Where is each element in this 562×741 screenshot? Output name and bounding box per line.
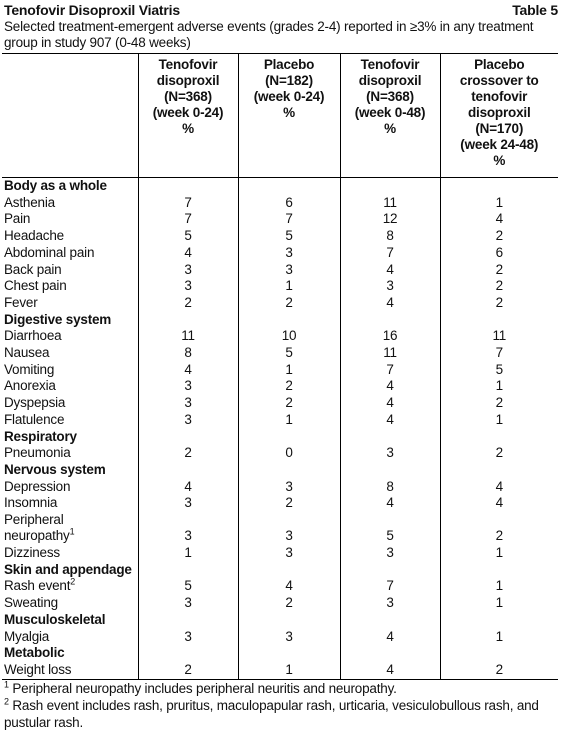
- value-cell: 4: [340, 629, 440, 646]
- value-cell: [440, 462, 558, 479]
- row-label-text: Pain: [4, 211, 31, 227]
- value-cell: 1: [440, 629, 558, 646]
- value-cell: [440, 645, 558, 662]
- value-cell: 3: [138, 629, 238, 646]
- value-cell: 2: [238, 378, 340, 395]
- value-cell: [340, 178, 440, 195]
- column-header-line: disoproxil: [358, 73, 422, 88]
- value-cell: [138, 429, 238, 446]
- value-cell: 11: [340, 345, 440, 362]
- value-cell: 10: [238, 328, 340, 345]
- table-number: Table 5: [512, 2, 558, 18]
- value-cell: 1: [440, 195, 558, 212]
- table-body: [2, 178, 558, 680]
- value-cell: 3: [138, 378, 238, 395]
- value-cell: 8: [340, 479, 440, 496]
- table-row: [2, 328, 558, 345]
- value-cell: 4: [238, 578, 340, 595]
- value-cell: 2: [238, 395, 340, 412]
- table-row: [2, 662, 558, 679]
- value-cell: [238, 562, 340, 579]
- table-row: [2, 495, 558, 512]
- column-header-line: (N=368): [164, 89, 212, 104]
- row-label: [2, 362, 138, 379]
- table-row: [2, 362, 558, 379]
- value-cell: 4: [340, 295, 440, 312]
- row-label: [2, 662, 138, 679]
- value-cell: [440, 562, 558, 579]
- row-label-text: Respiratory: [4, 428, 77, 444]
- value-cell: [238, 429, 340, 446]
- column-header-line: %: [384, 121, 396, 136]
- table-row: [2, 578, 558, 595]
- value-cell: 7: [138, 211, 238, 228]
- value-cell: 1: [440, 545, 558, 562]
- table-row: [2, 595, 558, 612]
- row-label-text: Anorexia: [4, 378, 56, 394]
- value-cell: 4: [340, 378, 440, 395]
- row-label-text: Back pain: [4, 261, 62, 277]
- value-cell: 3: [138, 595, 238, 612]
- table-row: [2, 545, 558, 562]
- row-label-text: Pneumonia: [4, 445, 71, 461]
- value-cell: 11: [440, 328, 558, 345]
- column-header-line: %: [182, 121, 194, 136]
- category-row: [2, 312, 558, 329]
- row-label: [2, 328, 138, 345]
- value-cell: 3: [238, 545, 340, 562]
- row-label: [2, 512, 138, 545]
- row-label: [2, 578, 138, 595]
- value-cell: [440, 312, 558, 329]
- table-row: [2, 445, 558, 462]
- value-cell: 7: [440, 345, 558, 362]
- row-label-text: Weight loss: [4, 661, 72, 677]
- value-cell: [138, 562, 238, 579]
- category-label: [2, 312, 138, 329]
- row-label: [2, 262, 138, 279]
- value-cell: 4: [340, 412, 440, 429]
- value-cell: 2: [440, 512, 558, 545]
- row-label-text: Nervous system: [4, 461, 106, 477]
- value-cell: 2: [440, 262, 558, 279]
- category-label: [2, 612, 138, 629]
- value-cell: 3: [238, 479, 340, 496]
- row-label: [2, 412, 138, 429]
- row-label-text: Myalgia: [4, 628, 50, 644]
- row-label-text: Body as a whole: [4, 178, 107, 193]
- value-cell: 4: [138, 479, 238, 496]
- value-cell: [138, 178, 238, 195]
- table-row: [2, 412, 558, 429]
- row-label-text: Insomnia: [4, 495, 58, 511]
- row-label: [2, 195, 138, 212]
- value-cell: 4: [340, 262, 440, 279]
- row-label: [2, 245, 138, 262]
- value-cell: 2: [238, 295, 340, 312]
- header-cell-empty: [2, 54, 138, 178]
- row-label-text: Vomiting: [4, 361, 55, 377]
- value-cell: 3: [340, 595, 440, 612]
- column-header-line: (N=368): [366, 89, 414, 104]
- value-cell: 2: [138, 445, 238, 462]
- value-cell: [138, 612, 238, 629]
- row-label-text: Dizziness: [4, 545, 60, 561]
- column-header-line: (N=170): [475, 121, 524, 136]
- row-label: [2, 395, 138, 412]
- value-cell: 3: [238, 262, 340, 279]
- value-cell: 2: [440, 662, 558, 679]
- category-row: [2, 429, 558, 446]
- column-header: [238, 54, 340, 178]
- value-cell: 3: [340, 445, 440, 462]
- footnote-marker: 2: [70, 576, 76, 587]
- table-row: [2, 629, 558, 646]
- table-row: [2, 395, 558, 412]
- column-header: [340, 54, 440, 178]
- footnotes: [4, 681, 558, 732]
- row-label: [2, 211, 138, 228]
- value-cell: 4: [340, 662, 440, 679]
- row-label: [2, 378, 138, 395]
- value-cell: [238, 612, 340, 629]
- value-cell: [238, 645, 340, 662]
- row-label-text: Flatulence: [4, 411, 65, 427]
- value-cell: [138, 312, 238, 329]
- value-cell: 3: [238, 245, 340, 262]
- footnote: [4, 698, 558, 731]
- value-cell: [440, 429, 558, 446]
- value-cell: 11: [340, 195, 440, 212]
- table-row: [2, 295, 558, 312]
- table-row: [2, 378, 558, 395]
- column-header-line: Placebo: [263, 57, 315, 72]
- value-cell: [340, 562, 440, 579]
- row-label-text: Chest pain: [4, 278, 67, 294]
- value-cell: [238, 312, 340, 329]
- column-header-line: (week 0-24): [253, 89, 325, 104]
- value-cell: 3: [138, 395, 238, 412]
- value-cell: 2: [440, 395, 558, 412]
- value-cell: 4: [440, 479, 558, 496]
- value-cell: 0: [238, 445, 340, 462]
- value-cell: [340, 429, 440, 446]
- value-cell: 4: [440, 495, 558, 512]
- value-cell: 2: [440, 295, 558, 312]
- row-label-text: Peripheral neuropathy: [4, 512, 70, 544]
- value-cell: 6: [440, 245, 558, 262]
- column-header-line: %: [493, 153, 506, 168]
- category-label: [2, 462, 138, 479]
- row-label: [2, 228, 138, 245]
- column-header-line: crossover to: [459, 73, 539, 88]
- row-label: [2, 629, 138, 646]
- value-cell: 2: [440, 278, 558, 295]
- document: [4, 2, 558, 731]
- footnote-text: Peripheral neuropathy includes peripheral neuritis and neuropathy.: [8, 680, 397, 696]
- value-cell: 7: [238, 211, 340, 228]
- column-header-line: (N=182): [265, 73, 313, 88]
- value-cell: 1: [238, 412, 340, 429]
- category-row: [2, 462, 558, 479]
- column-header: [440, 54, 558, 178]
- table-row: [2, 228, 558, 245]
- column-header-line: (week 0-24): [152, 105, 224, 120]
- value-cell: 1: [440, 412, 558, 429]
- row-label-text: Depression: [4, 478, 71, 494]
- category-row: [2, 612, 558, 629]
- value-cell: 5: [440, 362, 558, 379]
- value-cell: 3: [340, 545, 440, 562]
- value-cell: [340, 462, 440, 479]
- value-cell: [440, 612, 558, 629]
- value-cell: 1: [440, 595, 558, 612]
- value-cell: 3: [238, 629, 340, 646]
- table-row: [2, 245, 558, 262]
- value-cell: 8: [138, 345, 238, 362]
- category-row: [2, 645, 558, 662]
- column-header-line: Placebo: [474, 57, 525, 72]
- document-title: Tenofovir Disoproxil Viatris: [4, 2, 180, 18]
- row-label: [2, 295, 138, 312]
- value-cell: 1: [440, 578, 558, 595]
- value-cell: 1: [138, 545, 238, 562]
- category-label: [2, 645, 138, 662]
- value-cell: 3: [340, 278, 440, 295]
- value-cell: 11: [138, 328, 238, 345]
- table-row: [2, 278, 558, 295]
- row-label-text: Asthenia: [4, 194, 55, 210]
- category-label: [2, 562, 138, 579]
- value-cell: [138, 645, 238, 662]
- title-row: [4, 2, 558, 18]
- value-cell: 1: [238, 278, 340, 295]
- row-label-text: Abdominal pain: [4, 244, 95, 260]
- table-row: [2, 195, 558, 212]
- adverse-events-table: [2, 53, 558, 680]
- row-label: [2, 345, 138, 362]
- footnote-number: 2: [4, 696, 9, 707]
- value-cell: 3: [138, 262, 238, 279]
- column-header-line: Tenofovir: [158, 57, 218, 72]
- table-row: [2, 345, 558, 362]
- footnote-marker: 1: [69, 526, 75, 537]
- value-cell: 2: [440, 445, 558, 462]
- value-cell: [340, 312, 440, 329]
- row-label-text: Digestive system: [4, 311, 112, 327]
- value-cell: 4: [440, 211, 558, 228]
- value-cell: 2: [138, 295, 238, 312]
- value-cell: 5: [138, 578, 238, 595]
- row-label-text: Headache: [4, 228, 64, 244]
- row-label-text: Fever: [4, 294, 38, 310]
- category-label: [2, 178, 138, 195]
- column-header-line: %: [283, 105, 295, 120]
- row-label: [2, 595, 138, 612]
- value-cell: 7: [340, 578, 440, 595]
- value-cell: 12: [340, 211, 440, 228]
- column-header-line: (week 24-48): [460, 137, 539, 152]
- value-cell: 2: [238, 495, 340, 512]
- value-cell: 3: [238, 512, 340, 545]
- value-cell: 5: [138, 228, 238, 245]
- category-row: [2, 562, 558, 579]
- column-header-line: (week 0-48): [354, 105, 426, 120]
- row-label-text: Nausea: [4, 345, 50, 361]
- value-cell: 6: [238, 195, 340, 212]
- category-row: [2, 178, 558, 195]
- value-cell: 1: [238, 362, 340, 379]
- row-label-text: Musculoskeletal: [4, 611, 106, 627]
- row-label: [2, 278, 138, 295]
- value-cell: 1: [238, 662, 340, 679]
- value-cell: [238, 178, 340, 195]
- value-cell: 4: [340, 395, 440, 412]
- table-row: [2, 262, 558, 279]
- value-cell: 8: [340, 228, 440, 245]
- category-label: [2, 429, 138, 446]
- value-cell: [138, 462, 238, 479]
- value-cell: 4: [138, 362, 238, 379]
- value-cell: [238, 462, 340, 479]
- row-label-text: Diarrhoea: [4, 328, 62, 344]
- column-header-line: disoproxil: [467, 105, 531, 120]
- value-cell: [340, 645, 440, 662]
- table-row: [2, 211, 558, 228]
- value-cell: 3: [138, 412, 238, 429]
- value-cell: 3: [138, 278, 238, 295]
- table-header-row: [2, 54, 558, 178]
- row-label: [2, 479, 138, 496]
- value-cell: 3: [138, 495, 238, 512]
- row-label-text: Rash event: [4, 578, 71, 594]
- value-cell: 5: [340, 512, 440, 545]
- footnote-text: Rash event includes rash, pruritus, maculopapular rash, urticaria, vesiculobullous rash, and pustular rash.: [4, 698, 539, 730]
- column-header-line: Tenofovir: [360, 57, 420, 72]
- column-header-line: tenofovir: [471, 89, 528, 104]
- value-cell: 4: [138, 245, 238, 262]
- row-label-text: Metabolic: [4, 645, 65, 661]
- row-label: [2, 445, 138, 462]
- column-header: [138, 54, 238, 178]
- value-cell: 2: [238, 595, 340, 612]
- table-row: [2, 512, 558, 545]
- value-cell: 3: [138, 512, 238, 545]
- row-label: [2, 495, 138, 512]
- row-label-text: Sweating: [4, 595, 58, 611]
- value-cell: [440, 178, 558, 195]
- table-row: [2, 479, 558, 496]
- value-cell: 7: [340, 362, 440, 379]
- value-cell: 5: [238, 228, 340, 245]
- value-cell: 2: [138, 662, 238, 679]
- row-label-text: Dyspepsia: [4, 395, 66, 411]
- value-cell: [340, 612, 440, 629]
- value-cell: 7: [138, 195, 238, 212]
- value-cell: 1: [440, 378, 558, 395]
- footnote: [4, 681, 558, 698]
- footnote-number: 1: [4, 679, 9, 690]
- column-header-line: disoproxil: [156, 73, 220, 88]
- value-cell: 16: [340, 328, 440, 345]
- value-cell: 5: [238, 345, 340, 362]
- row-label-text: Skin and appendage: [4, 561, 132, 577]
- value-cell: 2: [440, 228, 558, 245]
- table-caption: Selected treatment-emergent adverse events (grades 2-4) reported in ≥3% in any treatment group in study 907 (0-48 weeks): [4, 19, 534, 50]
- value-cell: 7: [340, 245, 440, 262]
- value-cell: 4: [340, 495, 440, 512]
- row-label: [2, 545, 138, 562]
